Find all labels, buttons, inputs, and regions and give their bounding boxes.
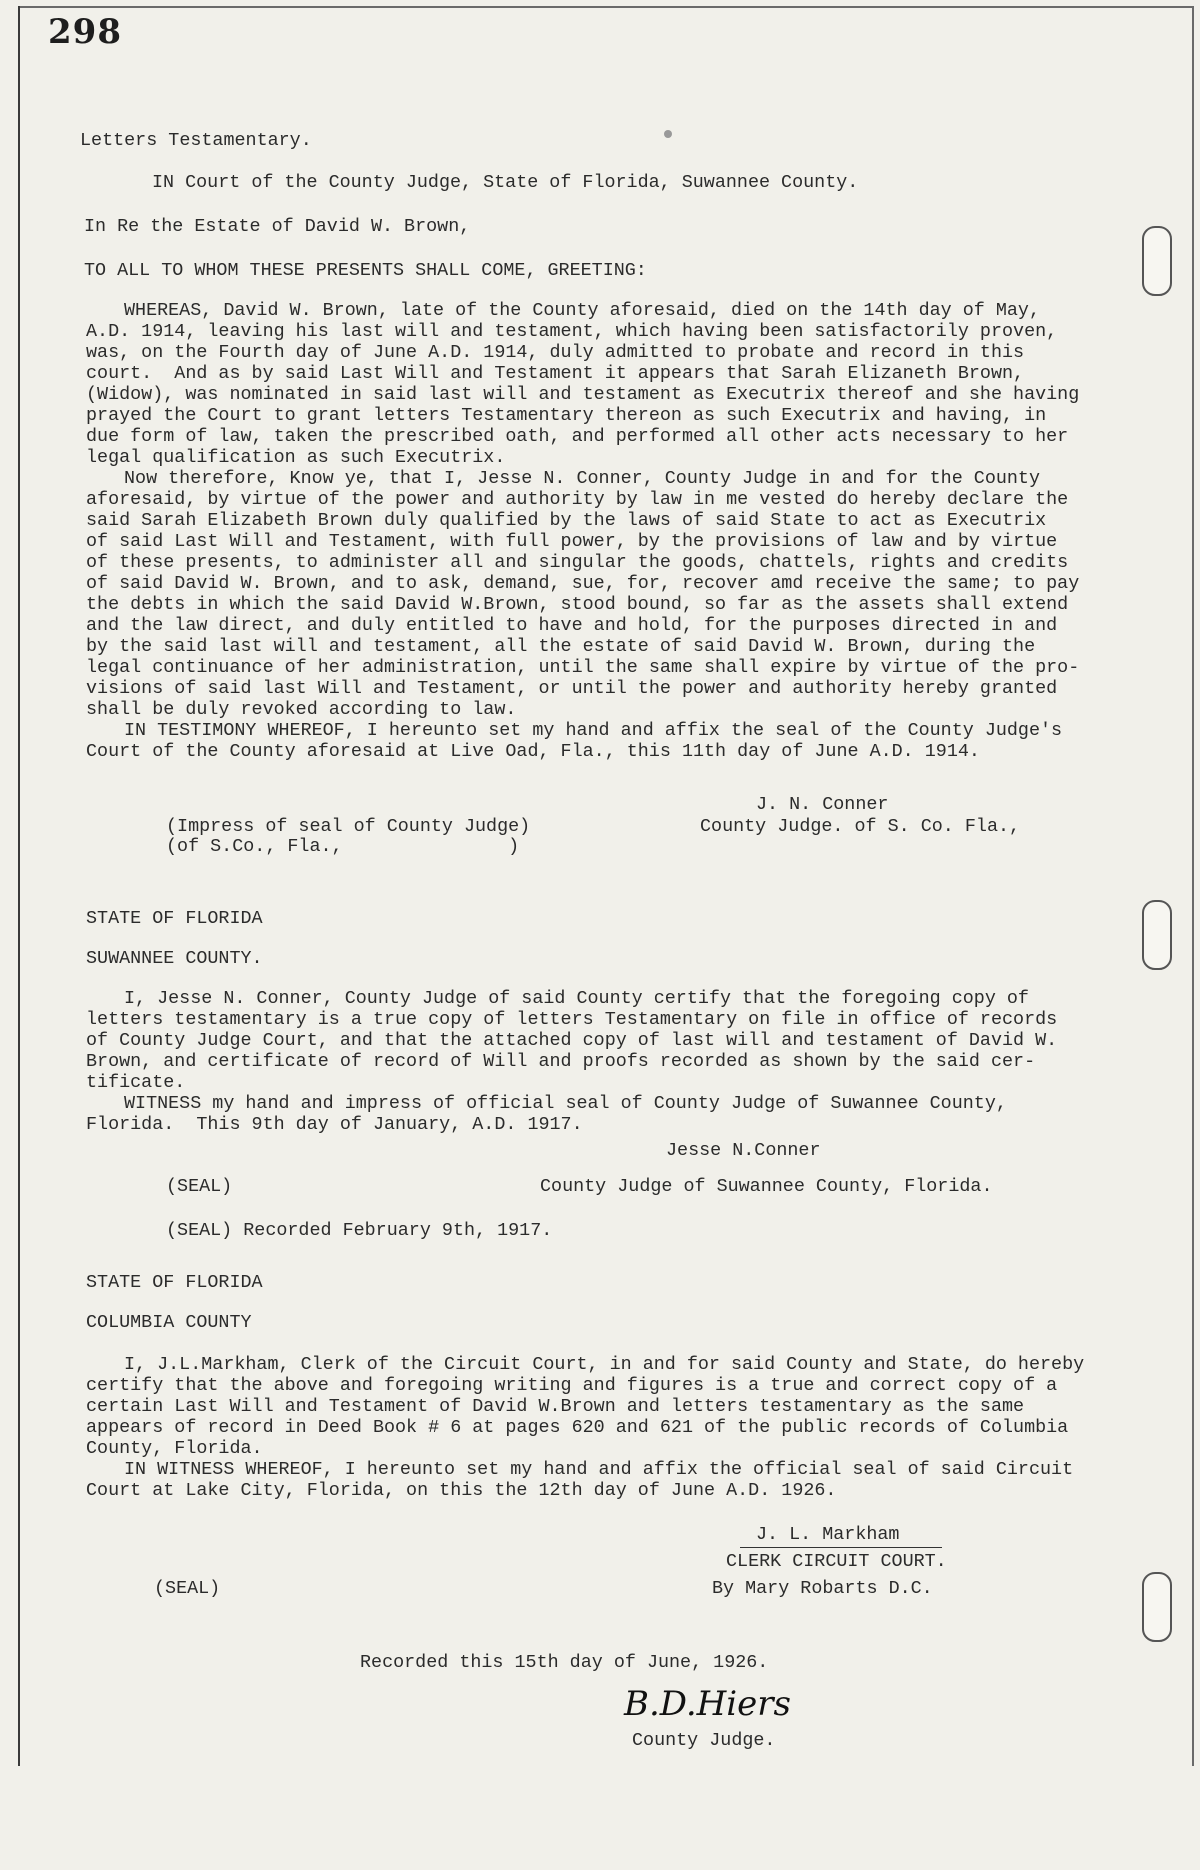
- cert-signer-title: County Judge of Suwannee County, Florida.: [540, 1176, 993, 1197]
- ink-dot: [664, 130, 672, 138]
- cert-line: letters testamentary is a true copy of letters Testamentary on file in office of records: [86, 1009, 1058, 1030]
- seal-label: (SEAL): [154, 1578, 221, 1599]
- cert-line: appears of record in Deed Book # 6 at pages 620 and 621 of the public records of Columbia: [86, 1417, 1069, 1438]
- whereas-line: prayed the Court to grant letters Testamentary thereon as such Executrix and having, in: [86, 405, 1047, 426]
- cert-line: of County Judge Court, and that the attached copy of last will and testament of David W.: [86, 1030, 1058, 1051]
- declaration-line: and the law direct, and duly entitled to have and hold, for the purposes directed in and: [86, 615, 1058, 636]
- handwritten-signature: B.D.Hiers: [624, 1684, 791, 1724]
- whereas-line: WHEREAS, David W. Brown, late of the County aforesaid, died on the 14th day of May,: [124, 300, 1041, 321]
- seal-impress-note: (Impress of seal of County Judge): [166, 816, 531, 837]
- declaration-line: aforesaid, by virtue of the power and authority by law in me vested do hereby declare the: [86, 489, 1069, 510]
- whereas-line: court. And as by said Last Will and Testament it appears that Sarah Elizaneth Brown,: [86, 363, 1025, 384]
- binder-hole: [1142, 226, 1172, 296]
- cert-county: SUWANNEE COUNTY.: [86, 948, 263, 969]
- cert-line: certify that the above and foregoing writing and figures is a true and correct copy of a: [86, 1375, 1058, 1396]
- declaration-line: by the said last will and testament, all the estate of said David W. Brown, during the: [86, 636, 1036, 657]
- greeting-line: TO ALL TO WHOM THESE PRESENTS SHALL COME, GREETING:: [84, 260, 647, 281]
- declaration-line: visions of said last Will and Testament, or until the power and authority hereby granted: [86, 678, 1058, 699]
- recorded-line: (SEAL) Recorded February 9th, 1917.: [166, 1220, 553, 1241]
- declaration-line: of said David W. Brown, and to ask, demand, sue, for, recover amd receive the same; to pay: [86, 573, 1080, 594]
- declaration-line: of these presents, to administer all and singular the goods, chattels, rights and credits: [86, 552, 1069, 573]
- seal-label: (SEAL): [166, 1176, 233, 1197]
- cert-line: I, J.L.Markham, Clerk of the Circuit Court, in and for said County and State, do hereby: [124, 1354, 1085, 1375]
- in-re-line: In Re the Estate of David W. Brown,: [84, 216, 471, 237]
- binder-hole: [1142, 900, 1172, 970]
- page-border-left: [18, 6, 20, 1766]
- cert-line: certain Last Will and Testament of David W.Brown and letters testamentary as the same: [86, 1396, 1025, 1417]
- signer-name: J. N. Conner: [756, 794, 889, 815]
- clerk-title: CLERK CIRCUIT COURT.: [726, 1551, 947, 1572]
- signer-title: County Judge. of S. Co. Fla.,: [700, 816, 1021, 837]
- whereas-line: due form of law, taken the prescribed oath, and performed all other acts necessary to her: [86, 426, 1069, 447]
- deputy-clerk: By Mary Robarts D.C.: [712, 1578, 933, 1599]
- signature-rule: [740, 1547, 942, 1548]
- cert-line: County, Florida.: [86, 1438, 263, 1459]
- whereas-line: was, on the Fourth day of June A.D. 1914, duly admitted to probate and record in this: [86, 342, 1025, 363]
- cert-state: STATE OF FLORIDA: [86, 1272, 263, 1293]
- cert-county: COLUMBIA COUNTY: [86, 1312, 252, 1333]
- final-title: County Judge.: [632, 1730, 776, 1751]
- cert-witness-line: IN WITNESS WHEREOF, I hereunto set my hand and affix the official seal of said Circuit: [124, 1459, 1074, 1480]
- declaration-line: of said Last Will and Testament, with full power, by the provisions of law and by virtue: [86, 531, 1058, 552]
- clerk-name: J. L. Markham: [756, 1524, 900, 1545]
- page-number: 298: [48, 12, 122, 52]
- page-border-right: [1192, 6, 1194, 1766]
- declaration-line: the debts in which the said David W.Brown, stood bound, so far as the assets shall extend: [86, 594, 1069, 615]
- testimony-line: Court of the County aforesaid at Live Oad, Fla., this 11th day of June A.D. 1914.: [86, 741, 980, 762]
- whereas-line: (Widow), was nominated in said last will and testament as Executrix thereof and she having: [86, 384, 1080, 405]
- declaration-line: shall be duly revoked according to law.: [86, 699, 517, 720]
- cert-witness-line: Court at Lake City, Florida, on this the 12th day of June A.D. 1926.: [86, 1480, 837, 1501]
- testimony-line: IN TESTIMONY WHEREOF, I hereunto set my hand and affix the seal of the County Judge's: [124, 720, 1063, 741]
- cert-witness-line: WITNESS my hand and impress of official seal of County Judge of Suwannee County,: [124, 1093, 1007, 1114]
- cert-signer: Jesse N.Conner: [666, 1140, 821, 1161]
- whereas-line: legal qualification as such Executrix.: [86, 447, 506, 468]
- cert-line: tificate.: [86, 1072, 186, 1093]
- final-recorded-line: Recorded this 15th day of June, 1926.: [360, 1652, 769, 1673]
- declaration-line: Now therefore, Know ye, that I, Jesse N. Conner, County Judge in and for the County: [124, 468, 1041, 489]
- declaration-line: legal continuance of her administration, until the same shall expire by virtue of the pro-: [86, 657, 1080, 678]
- document-heading: Letters Testamentary.: [80, 130, 312, 151]
- page-border-top: [18, 6, 1194, 8]
- cert-witness-line: Florida. This 9th day of January, A.D. 1917.: [86, 1114, 583, 1135]
- cert-state: STATE OF FLORIDA: [86, 908, 263, 929]
- court-line: IN Court of the County Judge, State of Florida, Suwannee County.: [152, 172, 859, 193]
- cert-line: Brown, and certificate of record of Will and proofs recorded as shown by the said cer-: [86, 1051, 1036, 1072]
- whereas-line: A.D. 1914, leaving his last will and testament, which having been satisfactorily proven,: [86, 321, 1058, 342]
- declaration-line: said Sarah Elizabeth Brown duly qualified by the laws of said State to act as Executrix: [86, 510, 1047, 531]
- seal-impress-note: (of S.Co., Fla., ): [166, 836, 520, 857]
- binder-hole: [1142, 1572, 1172, 1642]
- cert-line: I, Jesse N. Conner, County Judge of said County certify that the foregoing copy of: [124, 988, 1029, 1009]
